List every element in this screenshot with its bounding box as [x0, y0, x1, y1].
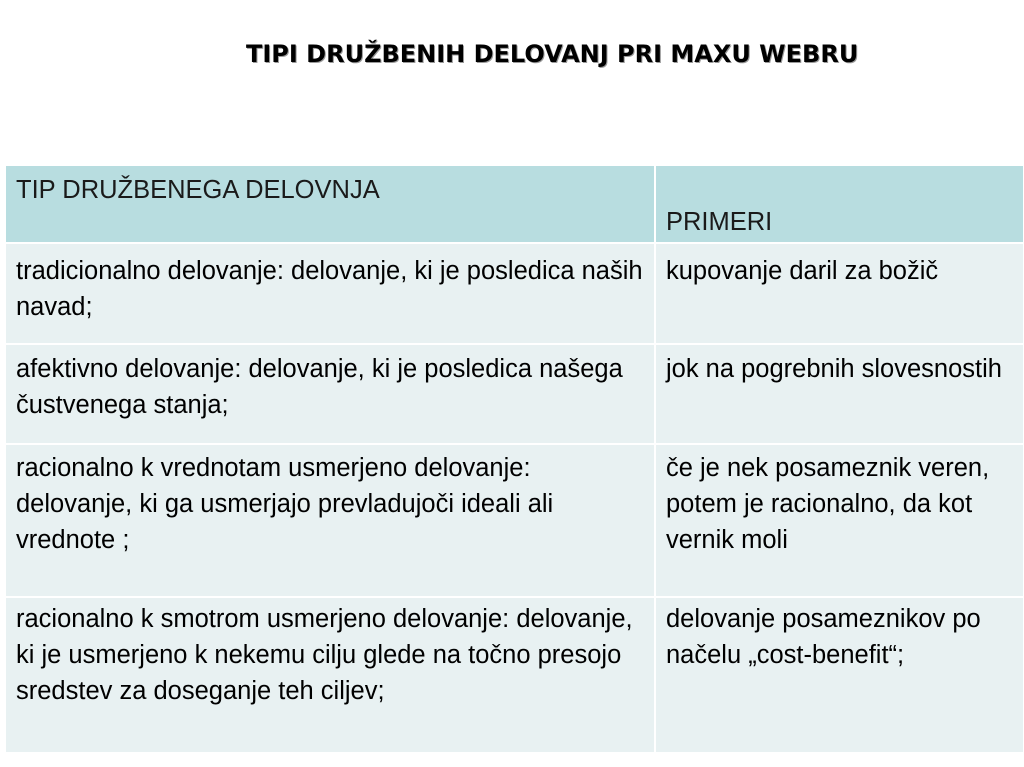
header-examples: PRIMERI — [666, 208, 773, 236]
header-type: TIP DRUŽBENEGA DELOVNJA — [6, 166, 656, 242]
row-example-cell: delovanje posameznikov po načelu „cost-benefit“; — [666, 605, 981, 669]
table-row — [6, 445, 1023, 598]
row-example-cell: jok na pogrebnih slovesnostih — [666, 355, 1002, 383]
row-type-cell: afektivno delovanje: delovanje, ki je posledica našega čustvenega stanja; — [6, 345, 656, 443]
table-row — [6, 244, 1023, 345]
row-type-cell: tradicionalno delovanje: delovanje, ki je posledica naših navad; — [6, 244, 656, 343]
row-example-cell: če je nek posameznik veren, potem je racionalno, da kot vernik moli — [666, 454, 990, 554]
row-example-cell: kupovanje daril za božič — [666, 257, 939, 285]
table-header-row — [6, 166, 1023, 244]
row-type-cell: racionalno k smotrom usmerjeno delovanje: delovanje, ki je usmerjeno k nekemu cilju glede na točno presojo sredstev za doseganje teh ciljev; — [6, 598, 656, 752]
table-row — [6, 598, 1023, 752]
weber-actions-table — [6, 166, 1023, 752]
row-type-cell: racionalno k vrednotam usmerjeno delovanje: delovanje, ki ga usmerjajo prevladujoči ideali ali vrednote ; — [6, 445, 656, 596]
table-row — [6, 345, 1023, 445]
slide-title: TIPI DRUŽBENIH DELOVANJ PRI MAXU WEBRU — [246, 40, 859, 68]
